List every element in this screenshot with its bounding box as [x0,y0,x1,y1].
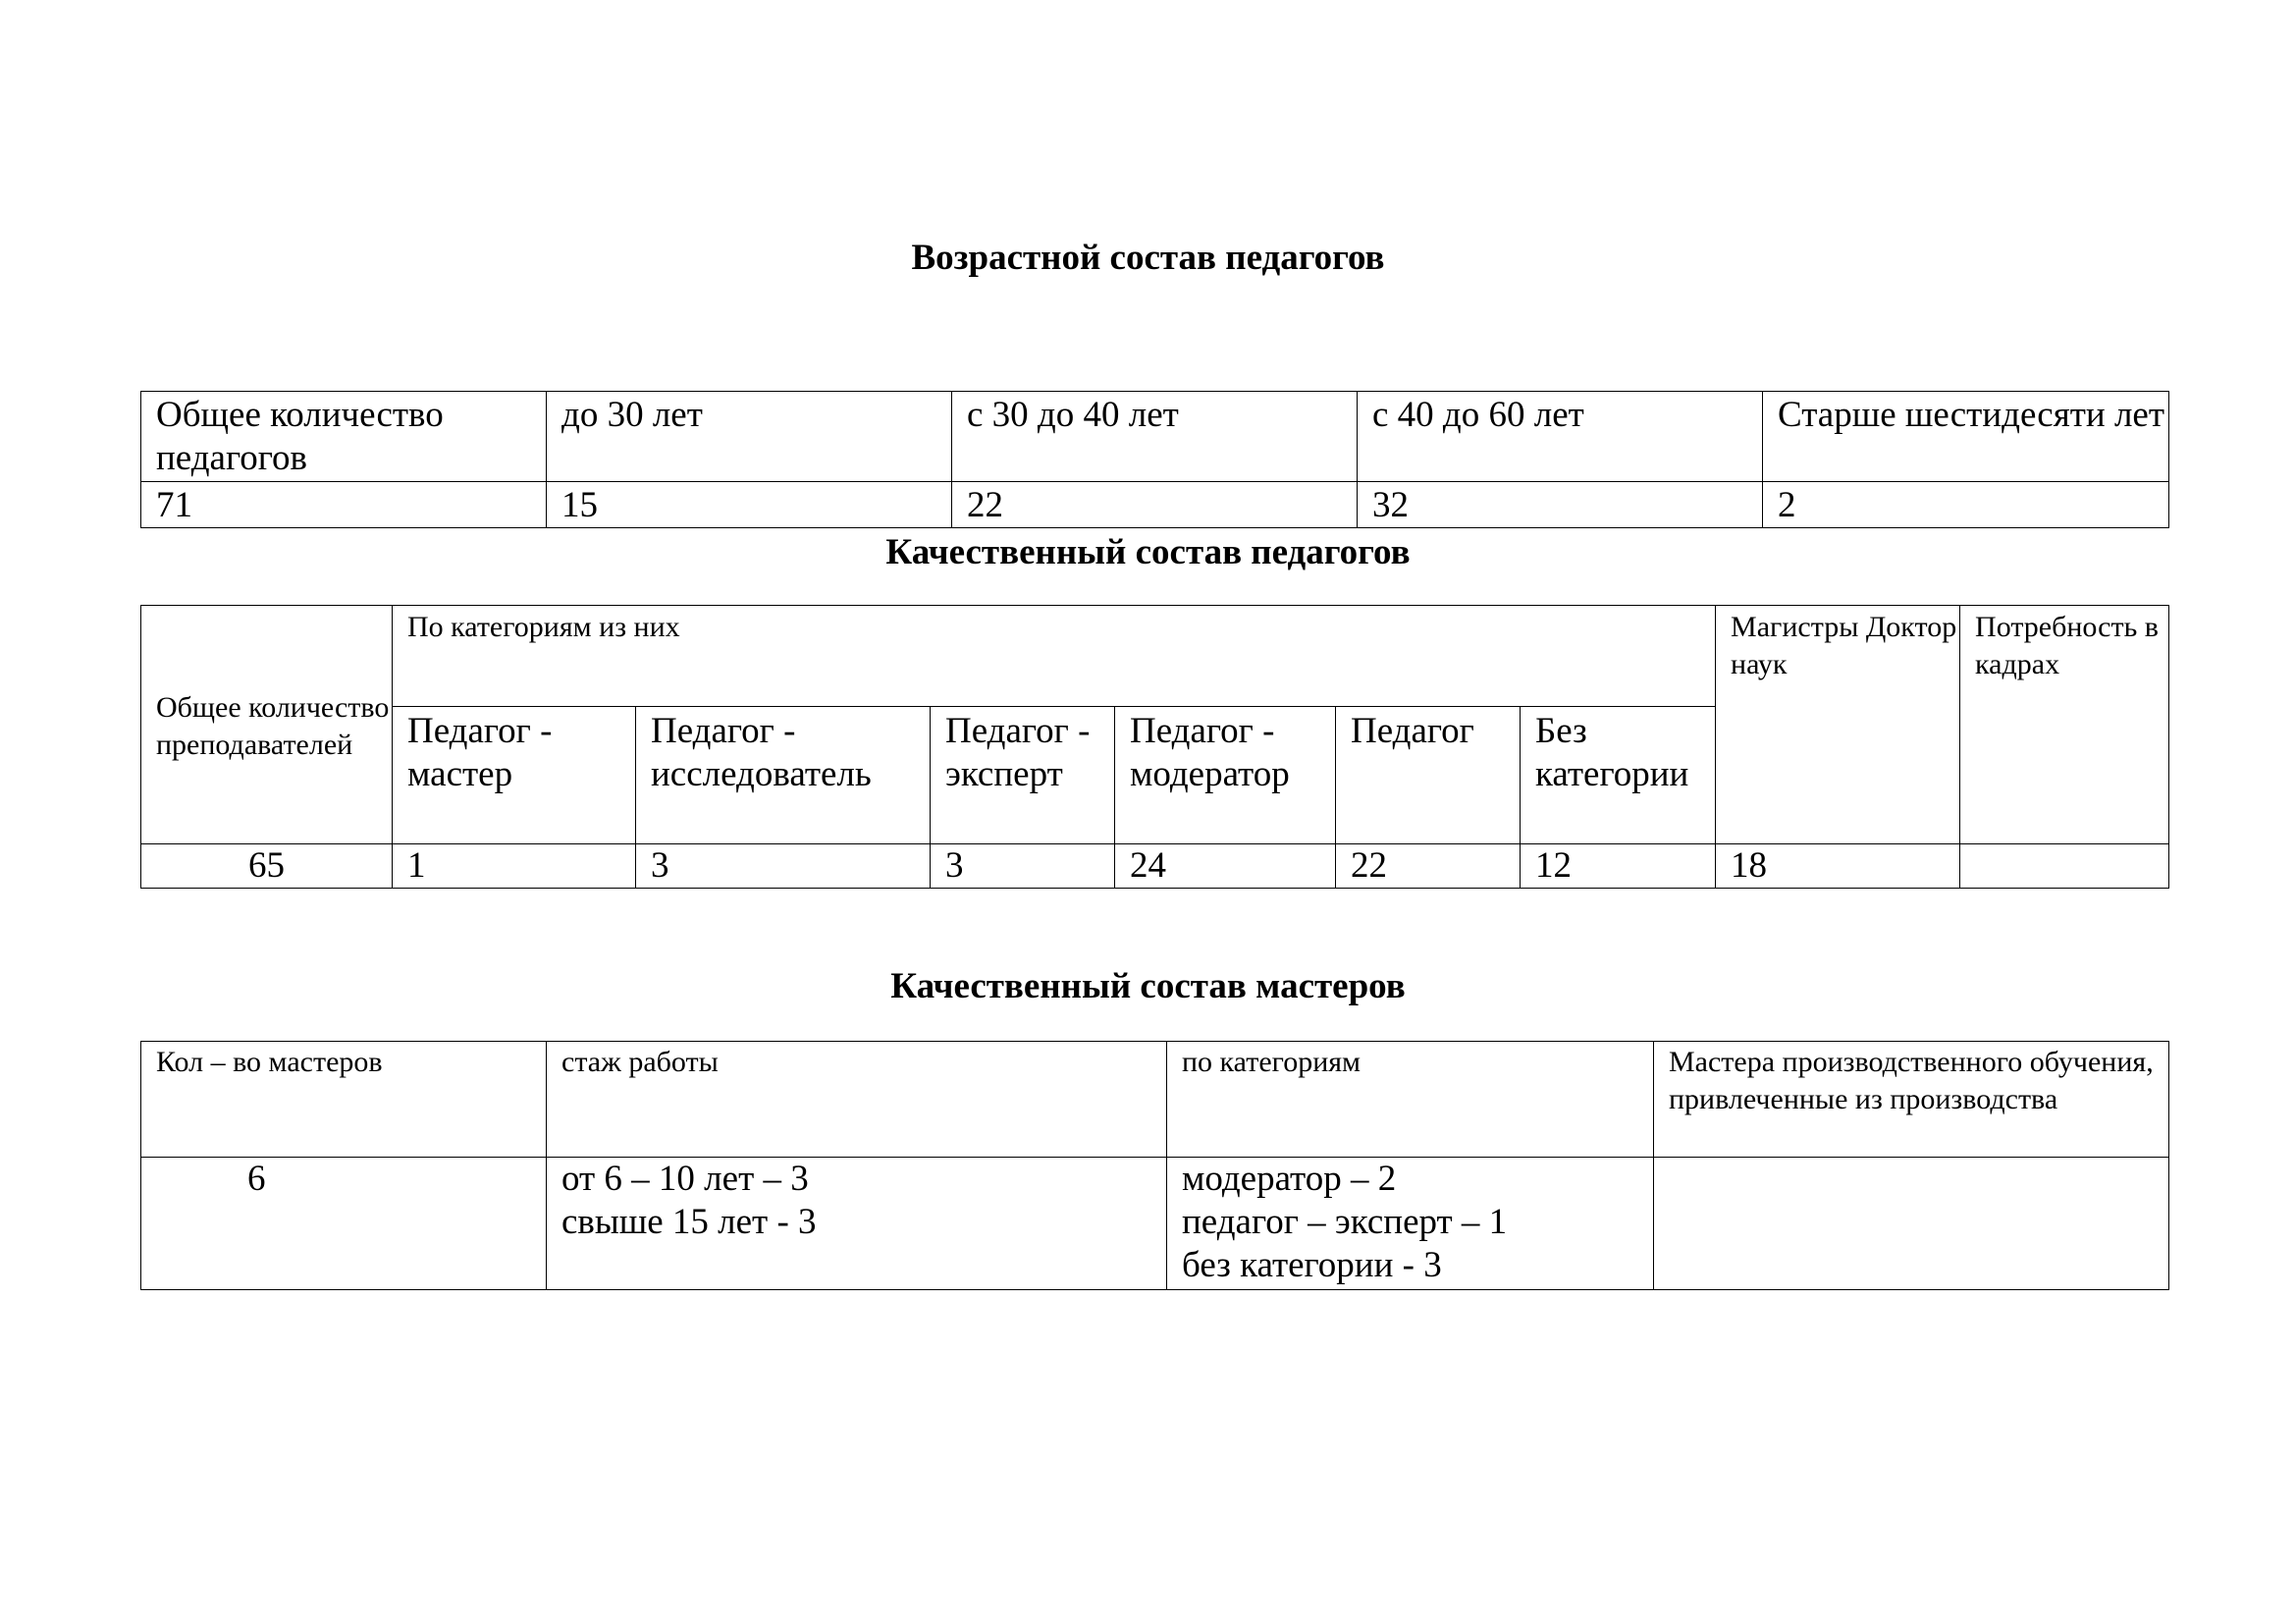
quality-category-expert: Педагог - эксперт [931,707,1115,844]
quality-value-researcher: 3 [636,844,931,889]
quality-table-values-row [141,844,2169,889]
category-line: модератор – 2 [1182,1159,1397,1199]
masters-header-categories: по категориям [1167,1042,1654,1158]
age-value-total: 71 [141,482,547,528]
quality-category-moderator: Педагог - модератор [1115,707,1336,844]
quality-value-master: 1 [393,844,636,889]
quality-section-title: Качественный состав педагогов [885,532,1411,572]
quality-category-none: Без категории [1521,707,1716,844]
quality-value-needs [1960,844,2169,889]
quality-category-researcher: Педагог - исследователь [636,707,931,844]
quality-value-total: 65 [141,844,393,889]
quality-table-header-row [141,606,2169,707]
masters-table [140,1041,2169,1290]
experience-line: от 6 – 10 лет – 3 [561,1159,809,1199]
quality-header-masters: Магистры Доктор наук [1716,606,1960,844]
age-value-over-60: 2 [1763,482,2169,528]
masters-value-count: 6 [141,1158,547,1290]
masters-value-invited [1654,1158,2169,1290]
quality-header-total: Общее количество преподавателей [141,606,393,844]
quality-header-categories: По категориям из них [393,606,1716,707]
age-value-under-30: 15 [547,482,952,528]
masters-header-count: Кол – во мастеров [141,1042,547,1158]
age-table-values-row [141,482,2169,528]
masters-table-values-row [141,1158,2169,1290]
masters-header-invited: Мастера производственного обучения, привлеченные из производства [1654,1042,2169,1158]
quality-value-none: 12 [1521,844,1716,889]
quality-table [140,605,2169,889]
experience-line: свыше 15 лет - 3 [561,1202,817,1242]
quality-category-master: Педагог - мастер [393,707,636,844]
quality-value-masters: 18 [1716,844,1960,889]
age-table [140,391,2169,528]
masters-section-title: Качественный состав мастеров [890,966,1406,1006]
masters-value-categories [1167,1158,1654,1290]
masters-value-experience [547,1158,1167,1290]
quality-category-teacher: Педагог [1336,707,1521,844]
masters-header-experience: стаж работы [547,1042,1167,1158]
age-section-title: Возрастной состав педагогов [911,238,1385,278]
age-value-30-40: 22 [952,482,1358,528]
masters-table-header-row [141,1042,2169,1158]
quality-value-teacher: 22 [1336,844,1521,889]
age-header-over-60: Старше шестидесяти лет [1763,392,2169,482]
quality-header-needs: Потребность в кадрах [1960,606,2169,844]
age-value-40-60: 32 [1358,482,1763,528]
category-line: педагог – эксперт – 1 [1182,1202,1508,1242]
age-table-header-row [141,392,2169,482]
quality-value-expert: 3 [931,844,1115,889]
category-line: без категории - 3 [1182,1245,1442,1285]
age-header-under-30: до 30 лет [547,392,952,482]
age-header-30-40: с 30 до 40 лет [952,392,1358,482]
quality-value-moderator: 24 [1115,844,1336,889]
age-header-total: Общее количество педагогов [141,392,547,482]
age-header-40-60: с 40 до 60 лет [1358,392,1763,482]
